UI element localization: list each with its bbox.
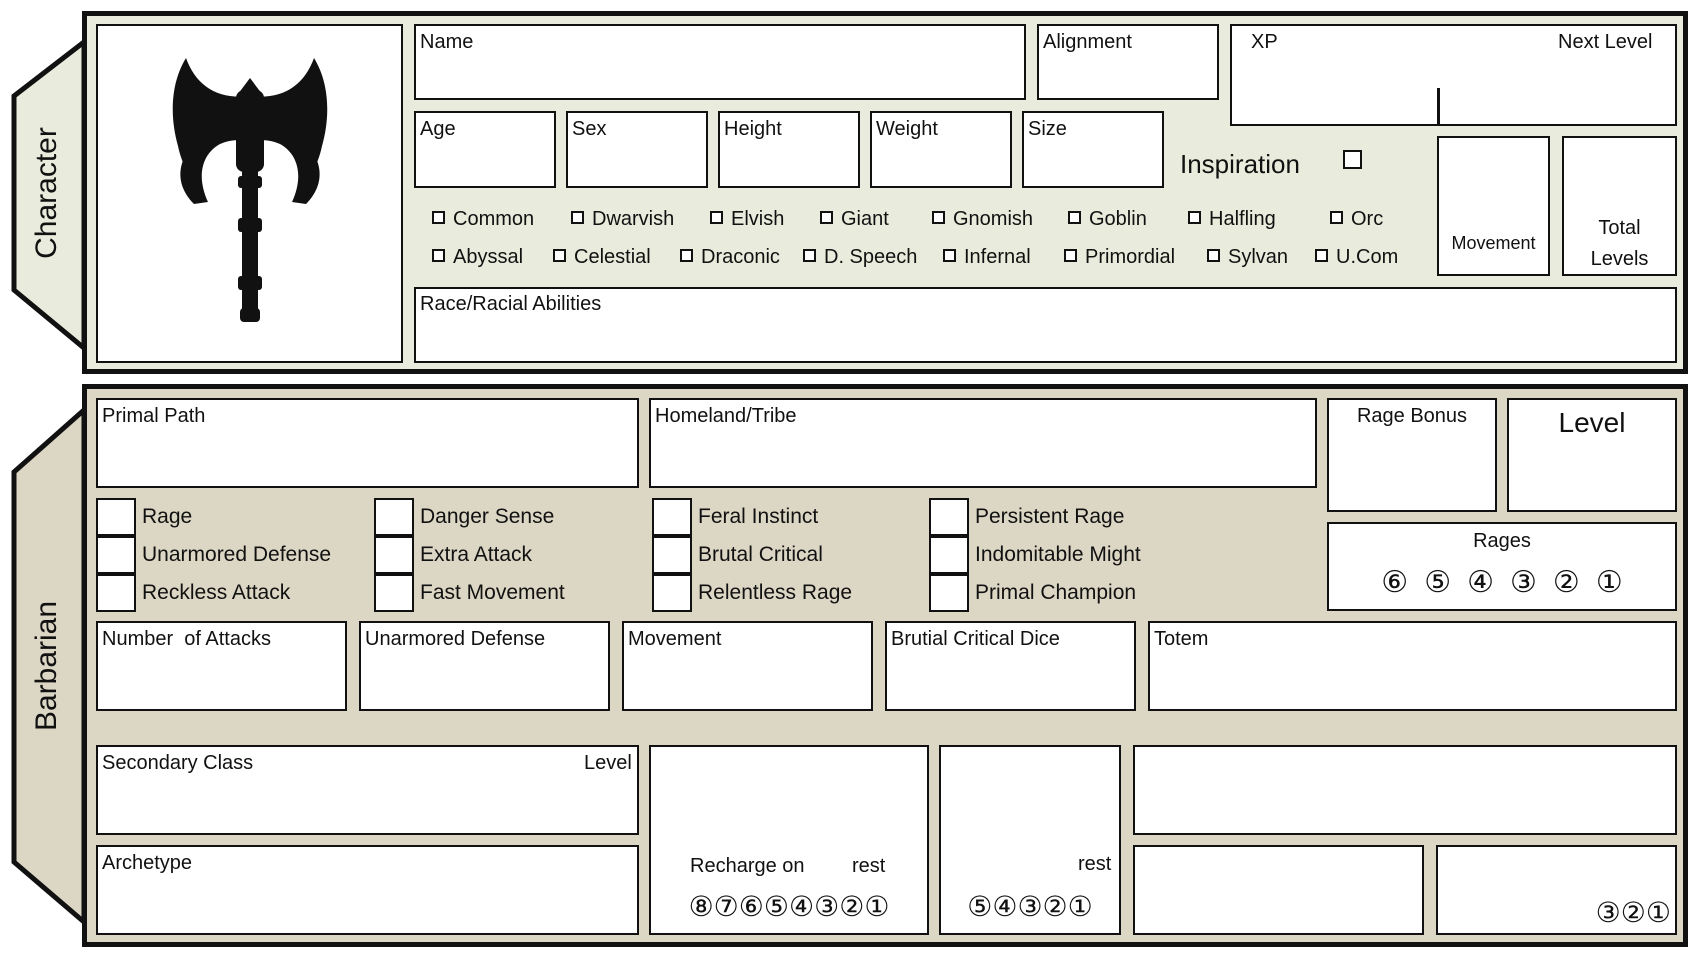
language-dwarvish[interactable] — [571, 208, 674, 230]
feature-label: Brutal Critical — [698, 543, 823, 566]
language-checkbox[interactable] — [1315, 249, 1328, 262]
recharge-rest-label: rest — [852, 855, 886, 877]
language-checkbox[interactable] — [820, 211, 833, 224]
counter-circle[interactable]: ① — [1067, 891, 1093, 922]
feature-label: Relentless Rage — [698, 581, 853, 604]
level-label: Level — [1558, 407, 1626, 438]
feature-label: Unarmored Defense — [142, 543, 332, 566]
language-draconic[interactable] — [680, 246, 780, 268]
language-giant[interactable] — [820, 208, 889, 230]
homeland-label: Homeland/Tribe — [655, 405, 797, 427]
inspiration-checkbox[interactable] — [1343, 150, 1362, 169]
language-label: Halfling — [1209, 208, 1276, 230]
feature-label: Danger Sense — [420, 505, 555, 528]
feature-checkbox[interactable] — [96, 498, 136, 536]
language-label: Elvish — [731, 208, 785, 230]
movement-box[interactable] — [1437, 136, 1550, 276]
counter-circle[interactable]: ④ — [789, 891, 815, 922]
counter-circle[interactable]: ① — [1595, 566, 1623, 599]
alignment-label: Alignment — [1043, 31, 1132, 53]
rage-counters — [1327, 567, 1677, 599]
counter-circle[interactable]: ⑧ — [688, 891, 714, 922]
small-counters — [1436, 898, 1671, 928]
brutal-critical-dice-label: Brutial Critical Dice — [891, 628, 1060, 650]
secondary-class-label: Secondary Class — [102, 752, 254, 774]
race-field[interactable] — [414, 287, 1677, 363]
feature-checkbox[interactable] — [652, 536, 692, 574]
race-label: Race/Racial Abilities — [420, 293, 602, 315]
counter-circle[interactable]: ⑥ — [1381, 566, 1409, 599]
language-sylvan[interactable] — [1207, 246, 1288, 268]
language-checkbox[interactable] — [571, 211, 584, 224]
age-label: Age — [420, 118, 456, 140]
weight-label: Weight — [876, 118, 938, 140]
language-checkbox[interactable] — [943, 249, 956, 262]
language-infernal[interactable] — [943, 246, 1031, 268]
feature-label: Persistent Rage — [975, 505, 1125, 528]
attacks-label: Number of Attacks — [102, 628, 271, 650]
language-checkbox[interactable] — [1207, 249, 1220, 262]
language-label: U.Com — [1336, 246, 1399, 268]
counter-circle[interactable]: ④ — [992, 891, 1018, 922]
counter-circle[interactable]: ⑤ — [967, 891, 993, 922]
language-label: Goblin — [1089, 208, 1147, 230]
language-label: Sylvan — [1228, 246, 1289, 268]
counter-circle[interactable]: ⑥ — [738, 891, 764, 922]
battle-axe-icon — [98, 26, 400, 360]
language-u-com[interactable] — [1315, 246, 1398, 268]
language-checkbox[interactable] — [803, 249, 816, 262]
barbarian-tab-label: Barbarian — [30, 600, 63, 732]
counter-circle[interactable]: ⑤ — [763, 891, 789, 922]
language-label: Celestial — [574, 246, 651, 268]
levels-label: Levels — [1590, 248, 1649, 270]
feature-checkbox[interactable] — [374, 498, 414, 536]
language-label: Common — [453, 208, 535, 230]
language-label: Gnomish — [953, 208, 1034, 230]
language-label: Giant — [841, 208, 889, 230]
counter-circle[interactable]: ② — [1552, 566, 1580, 599]
feature-checkbox[interactable] — [929, 536, 969, 574]
language-gnomish[interactable] — [932, 208, 1033, 230]
language-checkbox[interactable] — [432, 249, 445, 262]
counter-circle[interactable]: ③ — [1510, 566, 1537, 599]
counter-circle[interactable]: ③ — [814, 891, 840, 922]
recharge-on-label: Recharge on — [690, 855, 805, 877]
language-checkbox[interactable] — [1330, 211, 1343, 224]
secondary-level-label: Level — [584, 752, 632, 774]
language-checkbox[interactable] — [710, 211, 723, 224]
recharge-counters — [649, 892, 929, 922]
counter-circle[interactable]: ⑦ — [713, 891, 739, 922]
xp-label: XP — [1251, 31, 1278, 53]
feature-checkbox[interactable] — [96, 536, 136, 574]
language-d-speech[interactable] — [803, 246, 917, 268]
feature-checkbox[interactable] — [929, 498, 969, 536]
feature-label: Fast Movement — [420, 581, 565, 604]
counter-circle[interactable]: ① — [864, 891, 890, 922]
language-checkbox[interactable] — [1064, 249, 1077, 262]
language-label: Dwarvish — [592, 208, 675, 230]
counter-circle[interactable]: ② — [1620, 897, 1646, 928]
language-celestial[interactable] — [553, 246, 651, 268]
movement-label: Movement — [1451, 233, 1536, 253]
height-label: Height — [724, 118, 782, 140]
language-checkbox[interactable] — [680, 249, 693, 262]
feature-checkbox[interactable] — [96, 574, 136, 612]
totem-field[interactable] — [1148, 621, 1677, 711]
language-goblin[interactable] — [1068, 208, 1147, 230]
rest-counters — [939, 892, 1121, 922]
name-field[interactable] — [414, 24, 1026, 100]
language-label: D. Speech — [824, 246, 918, 268]
counter-circle[interactable]: ② — [1042, 891, 1068, 922]
sex-label: Sex — [572, 118, 607, 140]
language-checkbox[interactable] — [1188, 211, 1201, 224]
size-label: Size — [1028, 118, 1067, 140]
feature-label: Primal Champion — [975, 581, 1137, 604]
rest-label: rest — [1078, 853, 1112, 875]
language-halfling[interactable] — [1188, 208, 1276, 230]
feature-label: Extra Attack — [420, 543, 533, 566]
language-primordial[interactable] — [1064, 246, 1175, 268]
feature-label: Indomitable Might — [975, 543, 1141, 566]
movement-field-label: Movement — [628, 628, 722, 650]
counter-circle[interactable]: ① — [1645, 897, 1671, 928]
language-label: Orc — [1351, 208, 1384, 230]
language-label: Primordial — [1085, 246, 1176, 268]
counter-circle[interactable]: ② — [839, 891, 865, 922]
feature-checkbox[interactable] — [929, 574, 969, 612]
language-label: Abyssal — [453, 246, 524, 268]
language-label: Infernal — [964, 246, 1031, 268]
feature-label: Rage — [142, 505, 193, 528]
blank-field-top[interactable] — [1133, 745, 1677, 835]
feature-label: Feral Instinct — [698, 505, 819, 528]
name-label: Name — [420, 31, 474, 53]
language-checkbox[interactable] — [1068, 211, 1081, 224]
rages-label: Rages — [1473, 530, 1531, 552]
feature-checkbox[interactable] — [652, 574, 692, 612]
emblem-box — [96, 24, 403, 363]
rage-bonus-label: Rage Bonus — [1356, 405, 1468, 427]
language-checkbox[interactable] — [432, 211, 445, 224]
inspiration-label: Inspiration — [1180, 149, 1300, 179]
counter-circle[interactable]: ⑤ — [1424, 566, 1452, 599]
primal-path-label: Primal Path — [102, 405, 206, 427]
language-abyssal[interactable] — [432, 246, 523, 268]
archetype-label: Archetype — [102, 852, 193, 874]
totem-label: Totem — [1154, 628, 1209, 650]
language-label: Draconic — [701, 246, 780, 268]
language-elvish[interactable] — [710, 208, 784, 230]
counter-circle[interactable]: ③ — [1017, 891, 1043, 922]
unarmored-defense-label: Unarmored Defense — [365, 628, 546, 650]
xp-divider — [1437, 88, 1440, 126]
language-checkbox[interactable] — [553, 249, 566, 262]
language-orc[interactable] — [1330, 208, 1383, 230]
character-tab-label: Character — [30, 127, 63, 259]
feature-checkbox[interactable] — [652, 498, 692, 536]
next-level-label: Next Level — [1558, 31, 1653, 53]
counter-circle[interactable]: ④ — [1467, 566, 1494, 599]
feature-checkbox[interactable] — [374, 536, 414, 574]
feature-checkbox[interactable] — [374, 574, 414, 612]
total-label: Total — [1598, 217, 1641, 239]
language-checkbox[interactable] — [932, 211, 945, 224]
language-common[interactable] — [432, 208, 534, 230]
blank-field-bottom-left[interactable] — [1133, 845, 1424, 935]
counter-circle[interactable]: ③ — [1595, 897, 1621, 928]
feature-label: Reckless Attack — [142, 581, 291, 604]
